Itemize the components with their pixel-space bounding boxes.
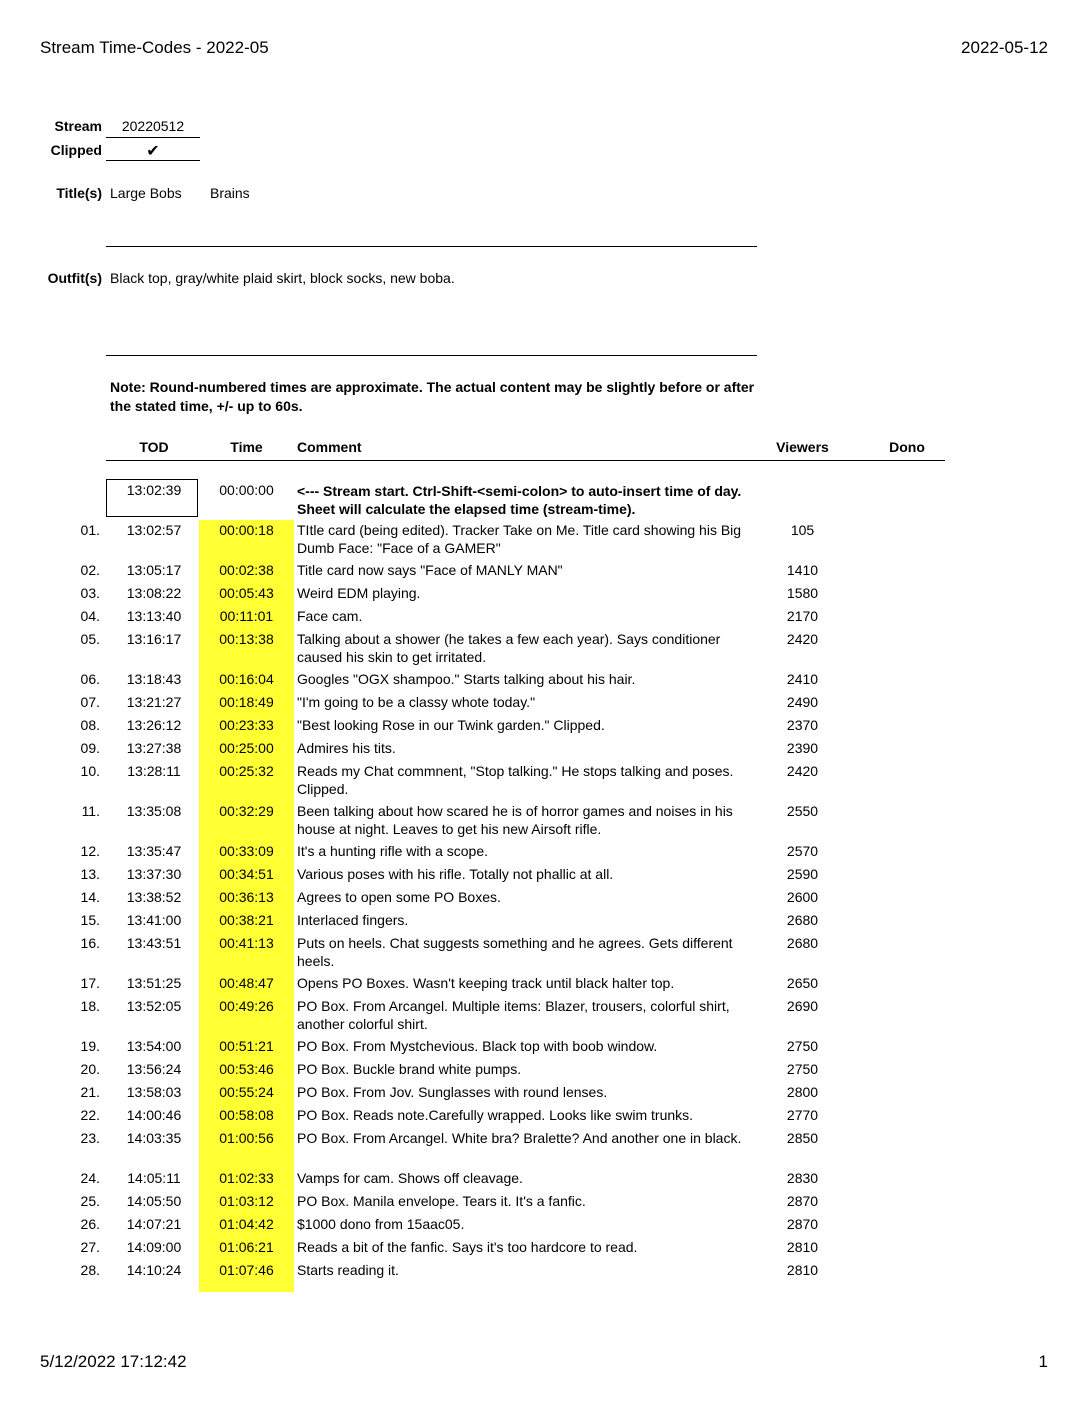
row-number: 24. (80, 1170, 100, 1186)
row-comment: Various poses with his rifle. Totally not phallic at all. (297, 866, 614, 882)
row-number: 20. (80, 1061, 100, 1077)
row-tod: 13:38:52 (126, 889, 182, 905)
row-number: 12. (80, 843, 100, 859)
row-comment: Agrees to open some PO Boxes. (297, 889, 501, 905)
row-viewers: 2590 (786, 866, 819, 882)
table-row (0, 1060, 1088, 1083)
row-number: 19. (80, 1038, 100, 1054)
row-comment: PO Box. Reads note.Carefully wrapped. Looks like swim trunks. (297, 1107, 694, 1123)
row-viewers: 2390 (786, 740, 819, 756)
row-tod: 14:05:11 (127, 1170, 181, 1186)
outfits-label: Outfit(s) (47, 270, 102, 286)
title-1: Large Bobs (110, 185, 182, 201)
table-row (0, 911, 1088, 934)
row-time: 00:25:32 (219, 763, 274, 779)
row-tod: 13:41:00 (126, 912, 182, 928)
outfits-underline (106, 355, 757, 356)
title-2: Brains (210, 185, 250, 201)
row-viewers: 2810 (786, 1239, 819, 1255)
row-time: 01:07:46 (219, 1262, 274, 1278)
row-number: 18. (80, 998, 100, 1014)
row-tod: 13:51:25 (126, 975, 182, 991)
row-comment: PO Box. From Arcangel. White bra? Bralette? And another one in black. (297, 1130, 742, 1146)
row-tod: 13:56:24 (126, 1061, 182, 1077)
row-viewers: 2680 (786, 912, 819, 928)
row-tod: 14:07:21 (126, 1216, 182, 1232)
row-number: 04. (80, 608, 100, 624)
document-title: Stream Time-Codes - 2022-05 (40, 38, 269, 57)
stream-label: Stream (54, 118, 102, 134)
row-number: 16. (80, 935, 100, 951)
row-viewers: 2550 (786, 803, 819, 819)
row-time: 00:36:13 (219, 889, 274, 905)
table-row (0, 1083, 1088, 1106)
row-comment: It's a hunting rifle with a scope. (297, 843, 488, 859)
table-row (0, 1215, 1088, 1238)
row-viewers: 2370 (786, 717, 819, 733)
table-row (0, 584, 1088, 607)
row-time: 00:16:04 (219, 671, 274, 687)
row-comment: Talking about a shower (he takes a few each year). Says conditioner caused his skin to get irritated. (297, 631, 721, 665)
row-time: 01:02:33 (219, 1170, 274, 1186)
row-comment: "Best looking Rose in our Twink garden." Clipped. (297, 717, 605, 733)
col-header-tod: TOD (139, 439, 169, 455)
table-row (0, 974, 1088, 997)
row-time: 01:04:42 (219, 1216, 274, 1232)
row-viewers: 2690 (786, 998, 819, 1014)
row-time: 00:18:49 (219, 694, 274, 710)
row-comment: PO Box. From Arcangel. Multiple items: Blazer, trousers, colorful shirt, another colorful shirt. (297, 998, 730, 1032)
start-tod: 13:02:39 (126, 482, 182, 498)
row-time: 00:49:26 (219, 998, 274, 1014)
table-row (0, 1238, 1088, 1261)
row-number: 22. (80, 1107, 100, 1123)
row-comment: TItle card (being edited). Tracker Take on Me. Title card showing his Big Dumb Face: "Face of a GAMER" (297, 522, 742, 556)
clipped-check-icon: ✔ (146, 143, 160, 160)
row-time: 01:06:21 (219, 1239, 274, 1255)
titles-underline (106, 246, 757, 247)
row-viewers: 2870 (786, 1216, 819, 1232)
timecode-table (0, 521, 1088, 1284)
table-row (0, 607, 1088, 630)
row-comment: Opens PO Boxes. Wasn't keeping track until black halter top. (297, 975, 675, 991)
row-viewers: 2170 (786, 608, 819, 624)
table-row (0, 934, 1088, 974)
row-number: 27. (80, 1239, 100, 1255)
stream-underline (106, 137, 200, 138)
table-row (0, 865, 1088, 888)
row-viewers: 2810 (786, 1262, 819, 1278)
titles-label: Title(s) (56, 185, 102, 201)
table-row (0, 762, 1088, 802)
row-comment: Puts on heels. Chat suggests something and he agrees. Gets different heels. (297, 935, 733, 969)
row-comment: Reads a bit of the fanfic. Says it's too hardcore to read. (297, 1239, 638, 1255)
row-viewers: 2600 (786, 889, 819, 905)
row-number: 13. (80, 866, 100, 882)
row-number: 02. (80, 562, 100, 578)
row-time: 01:00:56 (219, 1130, 274, 1146)
note-text: Note: Round-numbered times are approximate. The actual content may be slightly before or after the stated time, +/- up to 60s. (110, 379, 755, 414)
table-row (0, 1129, 1088, 1169)
start-time: 00:00:00 (219, 482, 274, 498)
row-comment: Googles "OGX shampoo." Starts talking about his hair. (297, 671, 636, 687)
table-row (0, 1192, 1088, 1215)
table-row (0, 521, 1088, 561)
row-viewers: 2870 (786, 1193, 819, 1209)
document-date: 2022-05-12 (961, 38, 1048, 57)
row-comment: PO Box. Buckle brand white pumps. (297, 1061, 522, 1077)
row-comment: Starts reading it. (297, 1262, 399, 1278)
row-number: 17. (80, 975, 100, 991)
row-comment: PO Box. From Mystchevious. Black top with boob window. (297, 1038, 658, 1054)
row-tod: 13:35:47 (126, 843, 182, 859)
row-viewers: 2420 (786, 763, 819, 779)
row-viewers: 2490 (786, 694, 819, 710)
row-viewers: 2750 (786, 1061, 819, 1077)
col-header-viewers: Viewers (776, 439, 829, 455)
row-time: 00:33:09 (219, 843, 274, 859)
row-tod: 13:52:05 (126, 998, 182, 1014)
row-tod: 13:37:30 (126, 866, 182, 882)
row-comment: Been talking about how scared he is of horror games and noises in his house at night. Leaves to get his new Airsoft rifle. (297, 803, 733, 837)
row-comment: Weird EDM playing. (297, 585, 421, 601)
row-tod: 13:08:22 (126, 585, 182, 601)
row-tod: 14:03:35 (126, 1130, 182, 1146)
row-comment: Interlaced fingers. (297, 912, 409, 928)
row-number: 01. (80, 522, 100, 538)
row-viewers: 2410 (786, 671, 819, 687)
row-number: 25. (80, 1193, 100, 1209)
row-tod: 14:10:24 (126, 1262, 182, 1278)
row-time: 00:55:24 (219, 1084, 274, 1100)
row-tod: 13:18:43 (126, 671, 182, 687)
row-tod: 13:05:17 (126, 562, 182, 578)
row-time: 00:25:00 (219, 740, 274, 756)
row-comment: Reads my Chat commnent, "Stop talking." He stops talking and poses. Clipped. (297, 763, 734, 797)
row-viewers: 2770 (786, 1107, 819, 1123)
row-tod: 13:35:08 (126, 803, 182, 819)
row-comment: PO Box. Manila envelope. Tears it. It's a fanfic. (297, 1193, 586, 1209)
table-row (0, 888, 1088, 911)
clipped-underline (106, 160, 200, 161)
row-time: 01:03:12 (219, 1193, 274, 1209)
row-tod: 14:09:00 (126, 1239, 182, 1255)
row-number: 21. (80, 1084, 100, 1100)
row-tod: 13:16:17 (126, 631, 182, 647)
row-number: 26. (80, 1216, 100, 1232)
row-time: 00:02:38 (219, 562, 274, 578)
row-comment: Face cam. (297, 608, 363, 624)
row-number: 23. (80, 1130, 100, 1146)
row-time: 00:23:33 (219, 717, 274, 733)
table-row (0, 716, 1088, 739)
row-comment: PO Box. From Jov. Sunglasses with round lenses. (297, 1084, 608, 1100)
row-number: 08. (80, 717, 100, 733)
row-tod: 13:43:51 (126, 935, 182, 951)
table-row (0, 1037, 1088, 1060)
row-viewers: 2570 (786, 843, 819, 859)
row-time: 00:13:38 (219, 631, 274, 647)
table-row (0, 739, 1088, 762)
row-time: 00:58:08 (219, 1107, 274, 1123)
table-row (0, 561, 1088, 584)
table-row (0, 1169, 1088, 1192)
page-number: 1 (1038, 1352, 1048, 1371)
row-time: 00:48:47 (219, 975, 274, 991)
row-viewers: 1580 (786, 585, 819, 601)
row-comment: $1000 dono from 15aac05. (297, 1216, 465, 1232)
row-tod: 13:13:40 (126, 608, 182, 624)
row-comment: "I'm going to be a classy whote today." (297, 694, 536, 710)
row-time: 00:32:29 (219, 803, 274, 819)
row-number: 05. (80, 631, 100, 647)
row-tod: 13:27:38 (126, 740, 182, 756)
row-tod: 14:00:46 (126, 1107, 182, 1123)
row-viewers: 2680 (786, 935, 819, 951)
row-time: 00:38:21 (219, 912, 274, 928)
row-number: 03. (80, 585, 100, 601)
row-comment: Admires his tits. (297, 740, 396, 756)
row-number: 07. (80, 694, 100, 710)
row-time: 00:53:46 (219, 1061, 274, 1077)
row-time: 00:41:13 (219, 935, 274, 951)
clipped-label: Clipped (50, 142, 102, 158)
col-header-dono: Dono (889, 439, 925, 455)
col-header-time: Time (230, 439, 263, 455)
row-number: 10. (80, 763, 100, 779)
row-viewers: 2650 (786, 975, 819, 991)
row-comment: Vamps for cam. Shows off cleavage. (297, 1170, 523, 1186)
row-comment: Title card now says "Face of MANLY MAN" (297, 562, 563, 578)
row-time: 00:34:51 (219, 866, 274, 882)
table-row (0, 670, 1088, 693)
table-row (0, 1106, 1088, 1129)
row-number: 09. (80, 740, 100, 756)
row-time: 00:51:21 (219, 1038, 274, 1054)
row-viewers: 2420 (786, 631, 819, 647)
row-time: 00:00:18 (219, 522, 274, 538)
row-viewers: 2750 (786, 1038, 819, 1054)
row-viewers: 105 (790, 522, 815, 538)
table-row (0, 1261, 1088, 1284)
row-number: 06. (80, 671, 100, 687)
table-row (0, 693, 1088, 716)
row-viewers: 2800 (786, 1084, 819, 1100)
row-tod: 13:21:27 (126, 694, 182, 710)
row-tod: 13:54:00 (126, 1038, 182, 1054)
footer-timestamp: 5/12/2022 17:12:42 (40, 1352, 187, 1371)
row-tod: 13:58:03 (126, 1084, 182, 1100)
col-header-comment: Comment (297, 439, 362, 455)
row-viewers: 2830 (786, 1170, 819, 1186)
header-underline (106, 460, 945, 461)
outfits-value: Black top, gray/white plaid skirt, block socks, new boba. (110, 270, 455, 286)
row-tod: 13:28:11 (127, 763, 181, 779)
row-number: 15. (80, 912, 100, 928)
row-tod: 13:26:12 (126, 717, 182, 733)
row-viewers: 1410 (786, 562, 819, 578)
row-number: 11. (81, 803, 100, 819)
row-time: 00:11:01 (219, 608, 274, 624)
row-tod: 13:02:57 (126, 522, 182, 538)
table-row (0, 842, 1088, 865)
row-number: 28. (80, 1262, 100, 1278)
row-viewers: 2850 (786, 1130, 819, 1146)
start-comment: <--- Stream start. Ctrl-Shift-<semi-colon> to auto-insert time of day. Sheet will calculate the elapsed time (stream-time). (297, 483, 742, 517)
row-time: 00:05:43 (219, 585, 274, 601)
row-tod: 14:05:50 (126, 1193, 182, 1209)
stream-value: 20220512 (121, 118, 185, 134)
table-row (0, 997, 1088, 1037)
row-number: 14. (80, 889, 100, 905)
table-row (0, 802, 1088, 842)
table-row (0, 630, 1088, 670)
